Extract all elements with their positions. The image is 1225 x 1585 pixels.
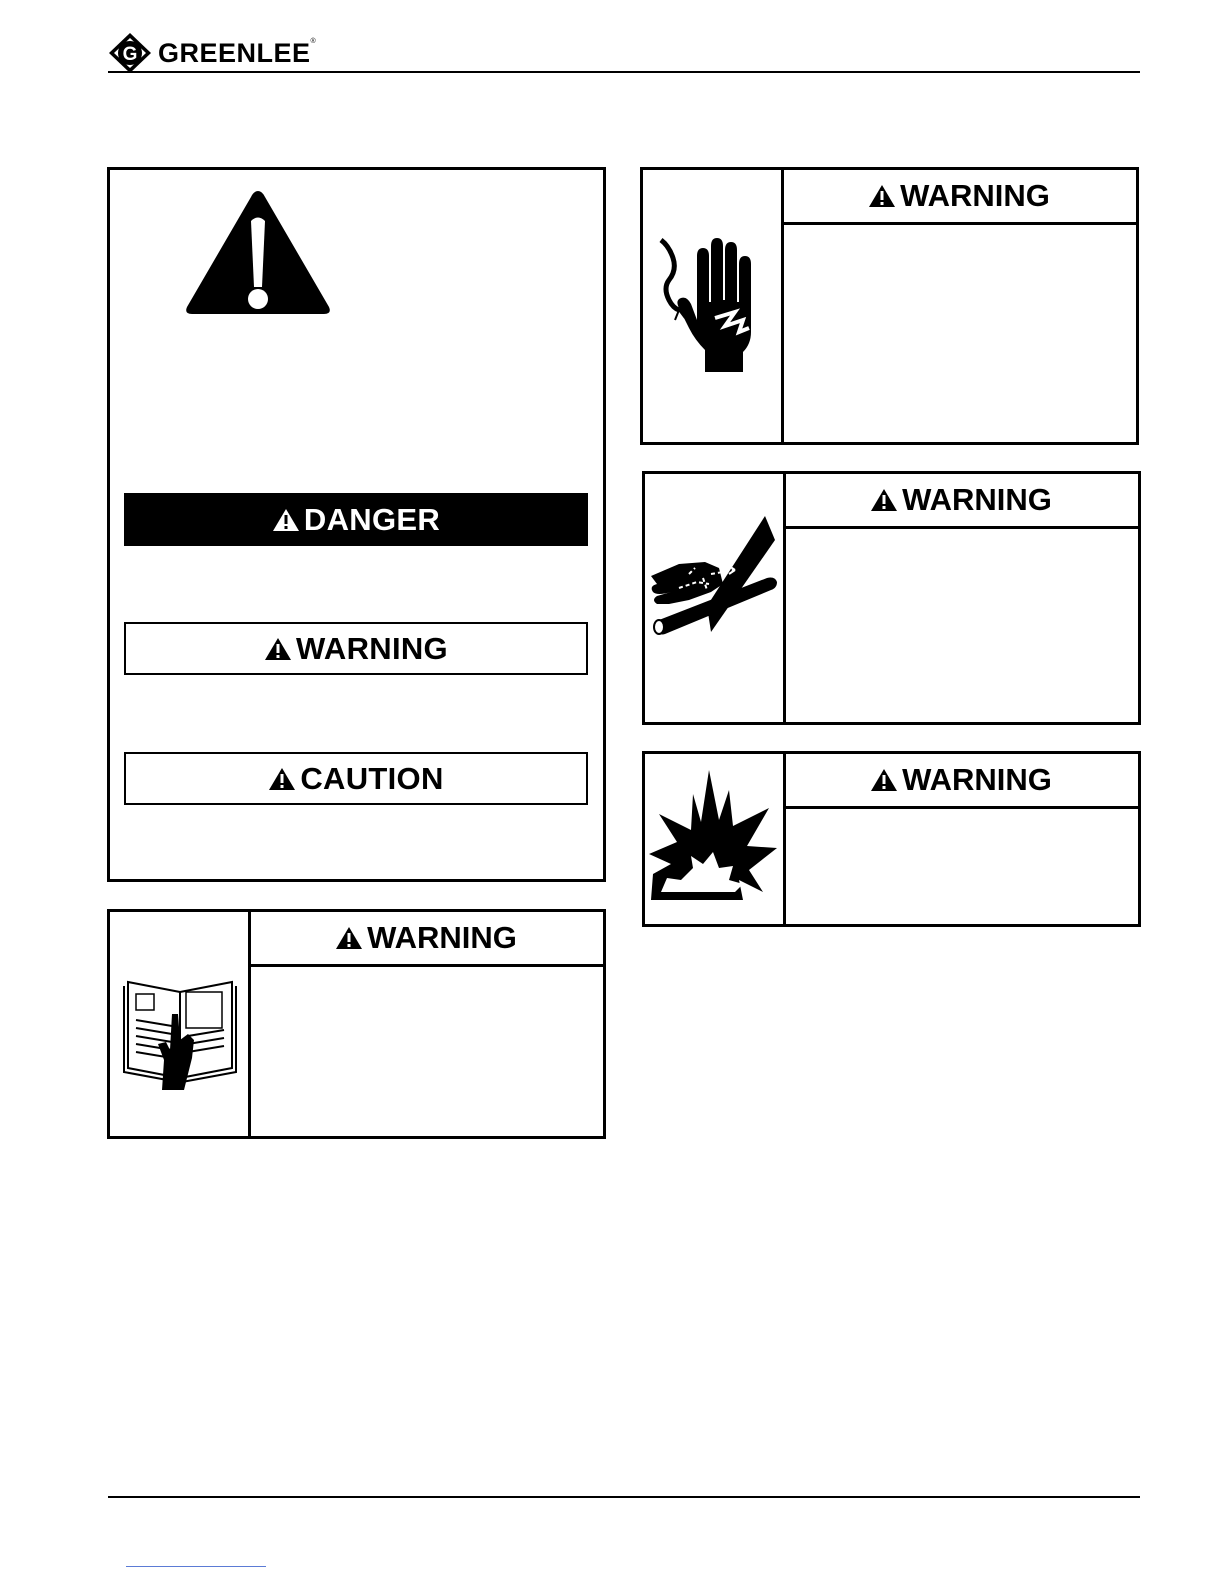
icon-column — [643, 170, 784, 442]
greenlee-g-icon — [108, 32, 152, 74]
icon-column — [110, 912, 251, 1136]
greenlee-logo — [108, 32, 316, 74]
warning-text: WARNING — [296, 630, 448, 666]
bottom-link-underline[interactable] — [126, 1566, 266, 1567]
explosion-icon — [647, 768, 779, 904]
panel-title-text: WARNING — [367, 920, 517, 955]
danger-text: DANGER — [303, 501, 441, 537]
panel-title — [249, 912, 603, 967]
panel-title — [784, 754, 1138, 809]
electric-shock-hand-icon — [655, 236, 770, 376]
caution-label — [124, 752, 588, 805]
safety-alert-symbol-icon — [183, 187, 333, 319]
alert-triangle-icon — [870, 488, 898, 512]
danger-label — [124, 493, 588, 546]
registered-mark: ® — [310, 38, 316, 45]
read-manual-icon — [120, 974, 240, 1092]
alert-triangle-icon — [264, 637, 292, 661]
alert-triangle-icon — [268, 767, 296, 791]
read-manual-warning-panel — [107, 909, 606, 1139]
alert-triangle-icon — [870, 768, 898, 792]
cutting-hand-icon — [649, 512, 779, 642]
footer-rule — [108, 1496, 1140, 1498]
caution-text: CAUTION — [300, 760, 444, 796]
panel-title-text: WARNING — [902, 482, 1052, 517]
alert-triangle-icon — [335, 926, 363, 950]
cutting-hazard-warning-panel — [642, 471, 1141, 725]
icon-column — [645, 474, 786, 722]
explosion-warning-panel — [642, 751, 1141, 927]
panel-title — [784, 474, 1138, 529]
alert-triangle-icon — [272, 508, 300, 532]
panel-title-text: WARNING — [902, 762, 1052, 797]
alert-triangle-icon — [868, 184, 896, 208]
electric-shock-warning-panel — [640, 167, 1139, 445]
warning-label — [124, 622, 588, 675]
svg-text:G: G — [122, 44, 138, 65]
brand-name: GREENLEE — [158, 37, 311, 68]
panel-title — [782, 170, 1136, 225]
header-rule — [108, 71, 1140, 73]
panel-title-text: WARNING — [900, 178, 1050, 213]
icon-column — [645, 754, 786, 924]
